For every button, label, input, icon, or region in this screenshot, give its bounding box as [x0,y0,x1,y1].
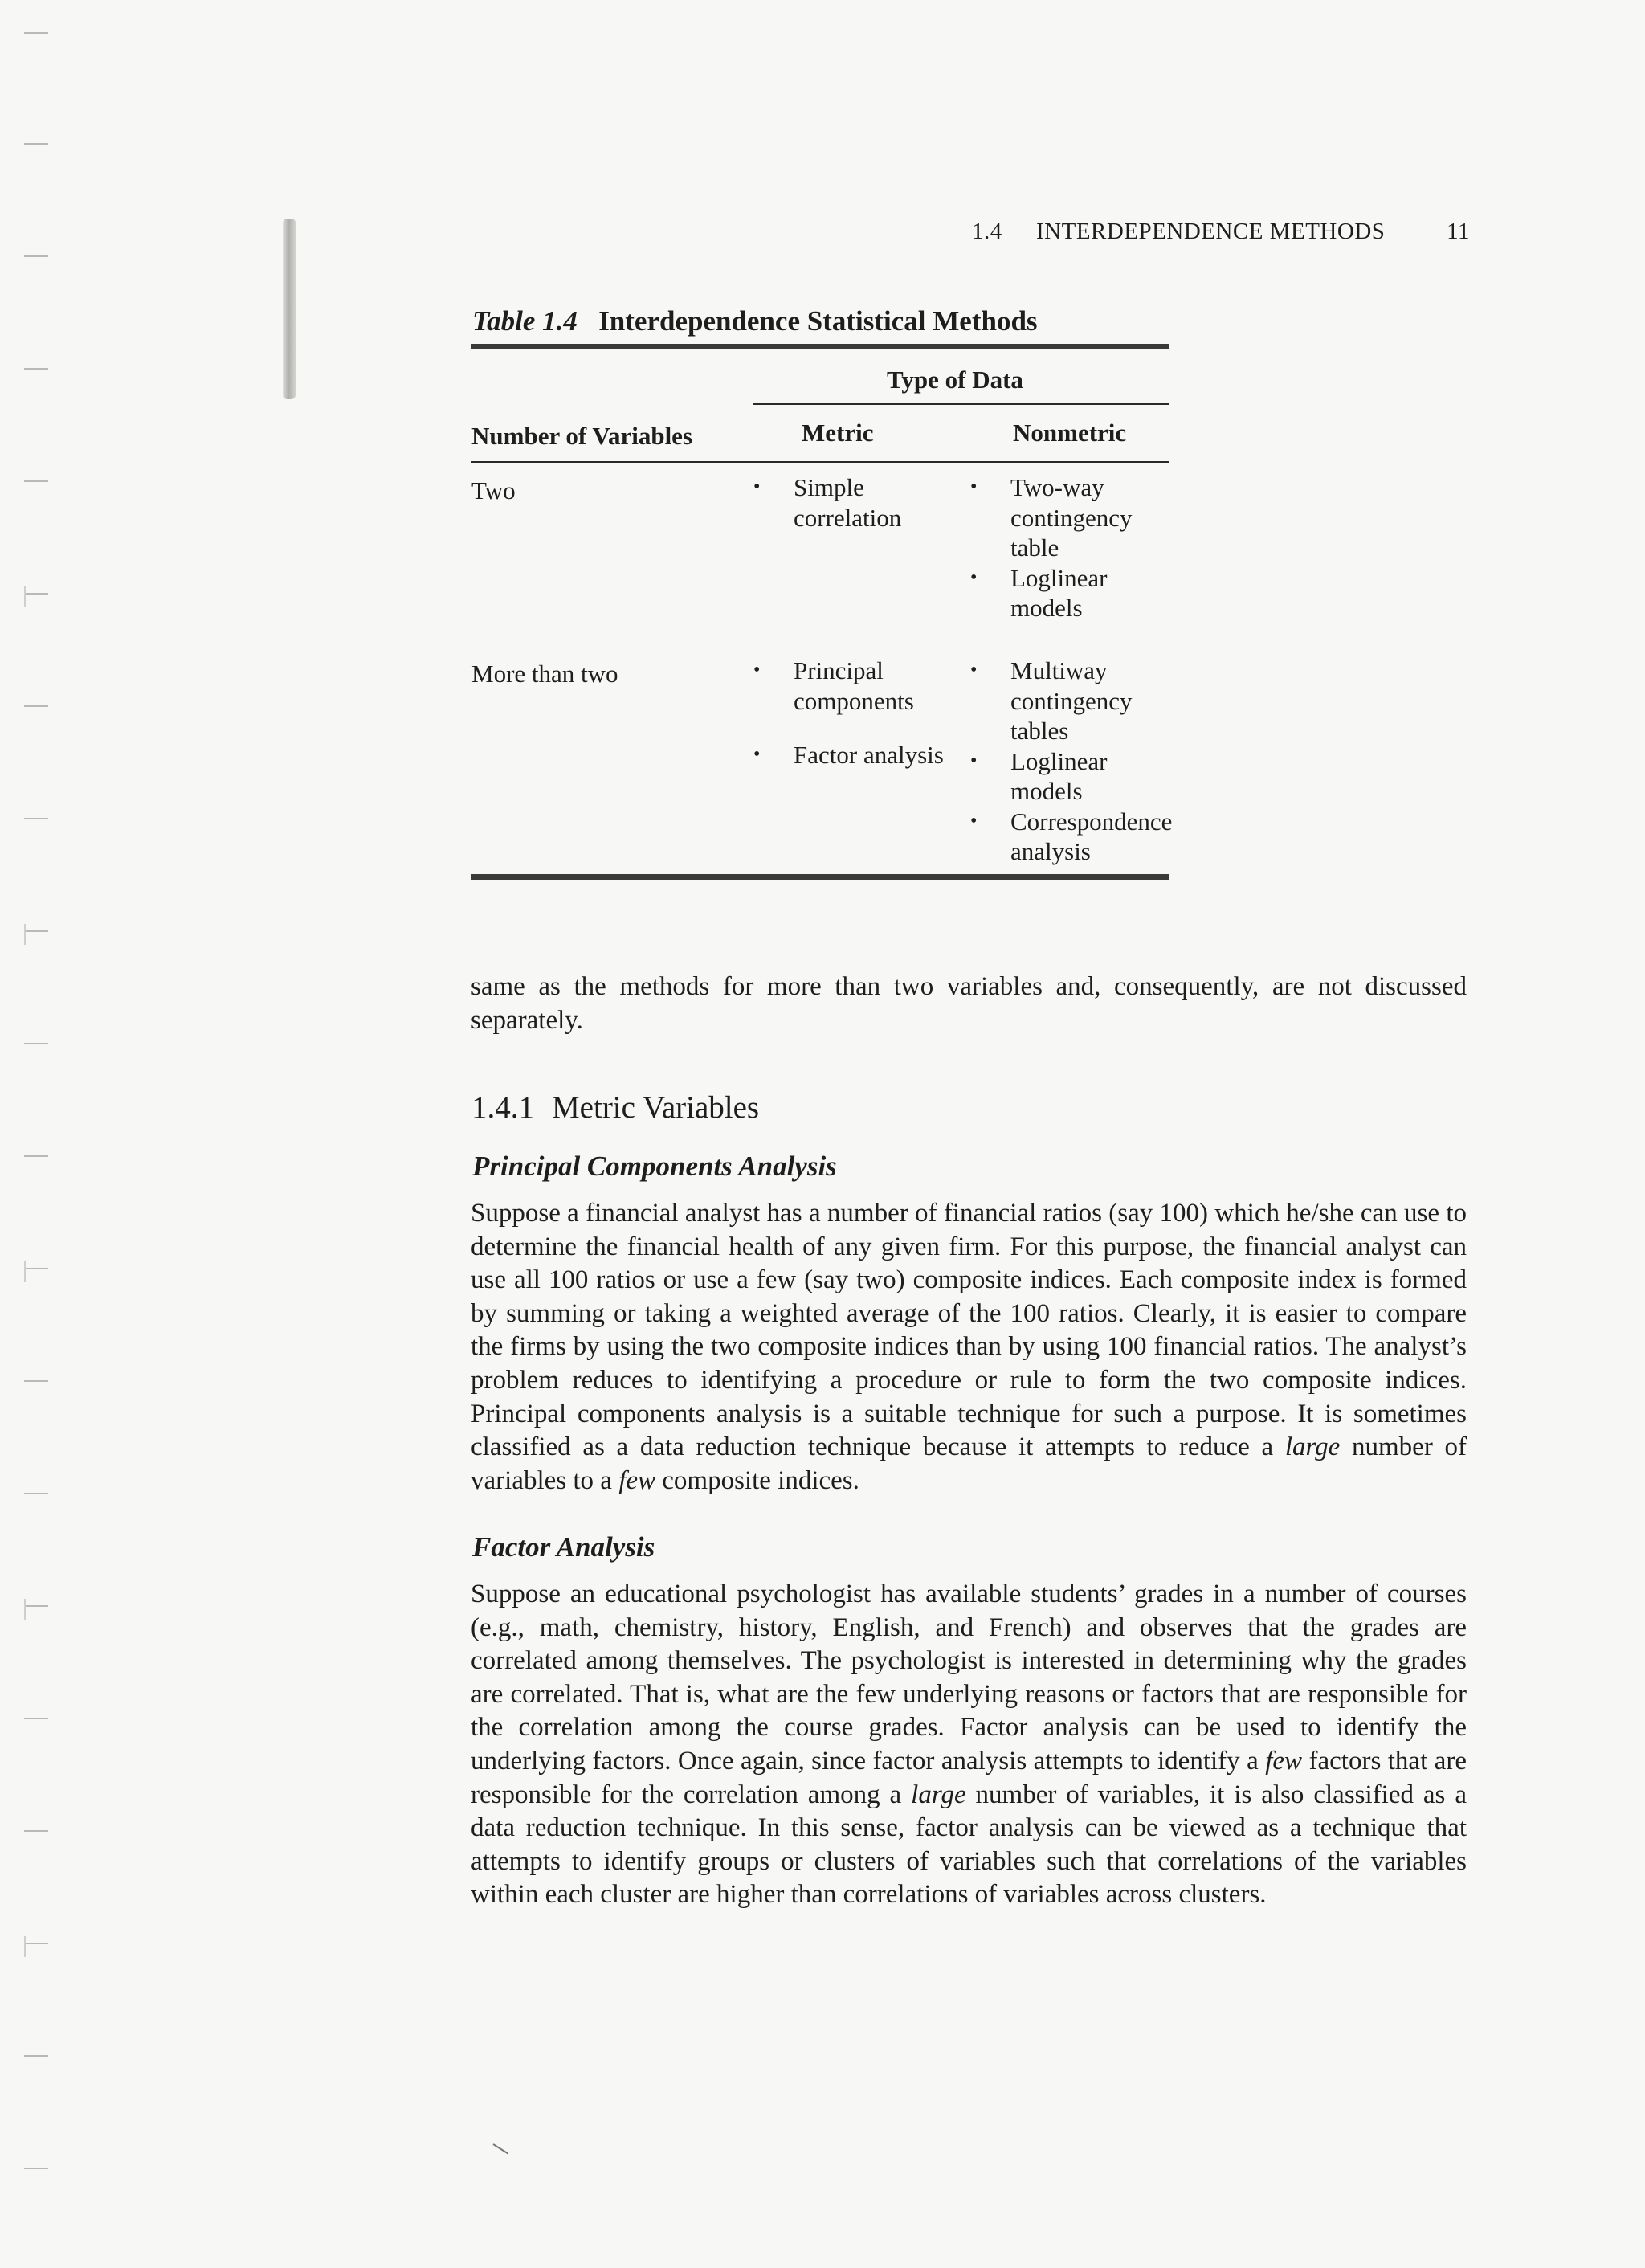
metric-header: Metric [802,419,874,447]
running-head-section: 1.4 [972,219,1002,244]
pca-paragraph: Suppose a financial analyst has a number of financial ratios (say 100) which he/she can use to determine the financial health of any given firm. For this purpose, the financial analyst can use all 100 ratios or use a few (say two) composite indices. Each composite index is formed by summing or taking a weighted average of the 100 ratios. Clearly, it is easier to compare the firms by using the two composite indices than by using 100 financial ratios. The analyst’s problem reduces to identifying a procedure or rule to form the two composite indices. Principal components analysis is a suitable technique for such a purpose. It is sometimes classified as a data reduction technique because it attempts to reduce a large number of variables to a few composite indices. [471,1199,1467,1495]
row-two-nonmetric-list [970,472,1157,623]
emphasis: large [911,1780,966,1809]
type-header-rule [753,403,1169,405]
list-item: • Principal components [753,656,946,716]
list-item: • Factor analysis [753,740,946,770]
row-label-more-than-two: More than two [471,660,618,688]
row-label-two: Two [471,476,516,505]
nonmetric-header: Nonmetric [1013,419,1127,447]
emphasis: few [618,1465,656,1495]
emphasis: few [1265,1746,1303,1776]
table-caption [472,305,1038,337]
list-item: • Loglinear models [970,563,1157,623]
section-title: Metric Variables [552,1090,760,1125]
row-two-metric-list [753,472,946,533]
type-of-data-header: Type of Data [887,366,1023,394]
list-item: • Two-way contingency table [970,472,1157,563]
list-item: • Correspondence analysis [970,807,1163,867]
spine-shadow [283,219,296,399]
emphasis: large [1284,1432,1341,1462]
list-item: • Simple correlation [753,472,946,533]
row-more-nonmetric-list [970,656,1173,867]
list-item: • Multiway contingency tables [970,656,1163,746]
table-title: Interdependence Statistical Methods [598,305,1038,337]
section-number: 1.4.1 [471,1090,534,1125]
list-item: • Loglinear models [970,746,1163,807]
number-of-variables-header: Number of Variables [471,422,693,450]
table-label: Table 1.4 [472,305,578,337]
running-head [972,219,1470,254]
pca-heading: Principal Components Analysis [472,1150,837,1182]
section-heading [471,1089,759,1126]
page-number: 11 [1447,219,1470,244]
running-head-title: INTERDEPENDENCE METHODS [1036,219,1386,244]
fa-heading: Factor Analysis [472,1531,655,1563]
continuation-paragraph: same as the methods for more than two variables and, consequently, are not discussed separately. [471,972,1467,1035]
table-bottom-rule [471,874,1169,880]
table-top-rule [471,344,1169,349]
stray-pen-mark [492,2143,508,2154]
fa-paragraph: Suppose an educational psychologist has available students’ grades in a number of courses (e.g., math, chemistry, history, English, and French) and observes that the grades are correlated among themselves. The psychologist is interested in determining why the grades are correlated. That is, what are the few underlying reasons or factors that are responsible for the correlation among the course grades. Factor analysis can be used to identify the underlying factors. Once again, since factor analysis attempts to identify a few factors that are responsible for the correlation among a large number of variables, it is also classified as a data reduction technique. In this sense, factor analysis can be viewed as a technique that attempts to identify groups or clusters of variables such that correlations of the variables within each cluster are higher than correlations of variables across clusters. [471,1579,1467,1910]
row-more-metric-list [753,656,946,770]
header-rule [471,461,1169,463]
